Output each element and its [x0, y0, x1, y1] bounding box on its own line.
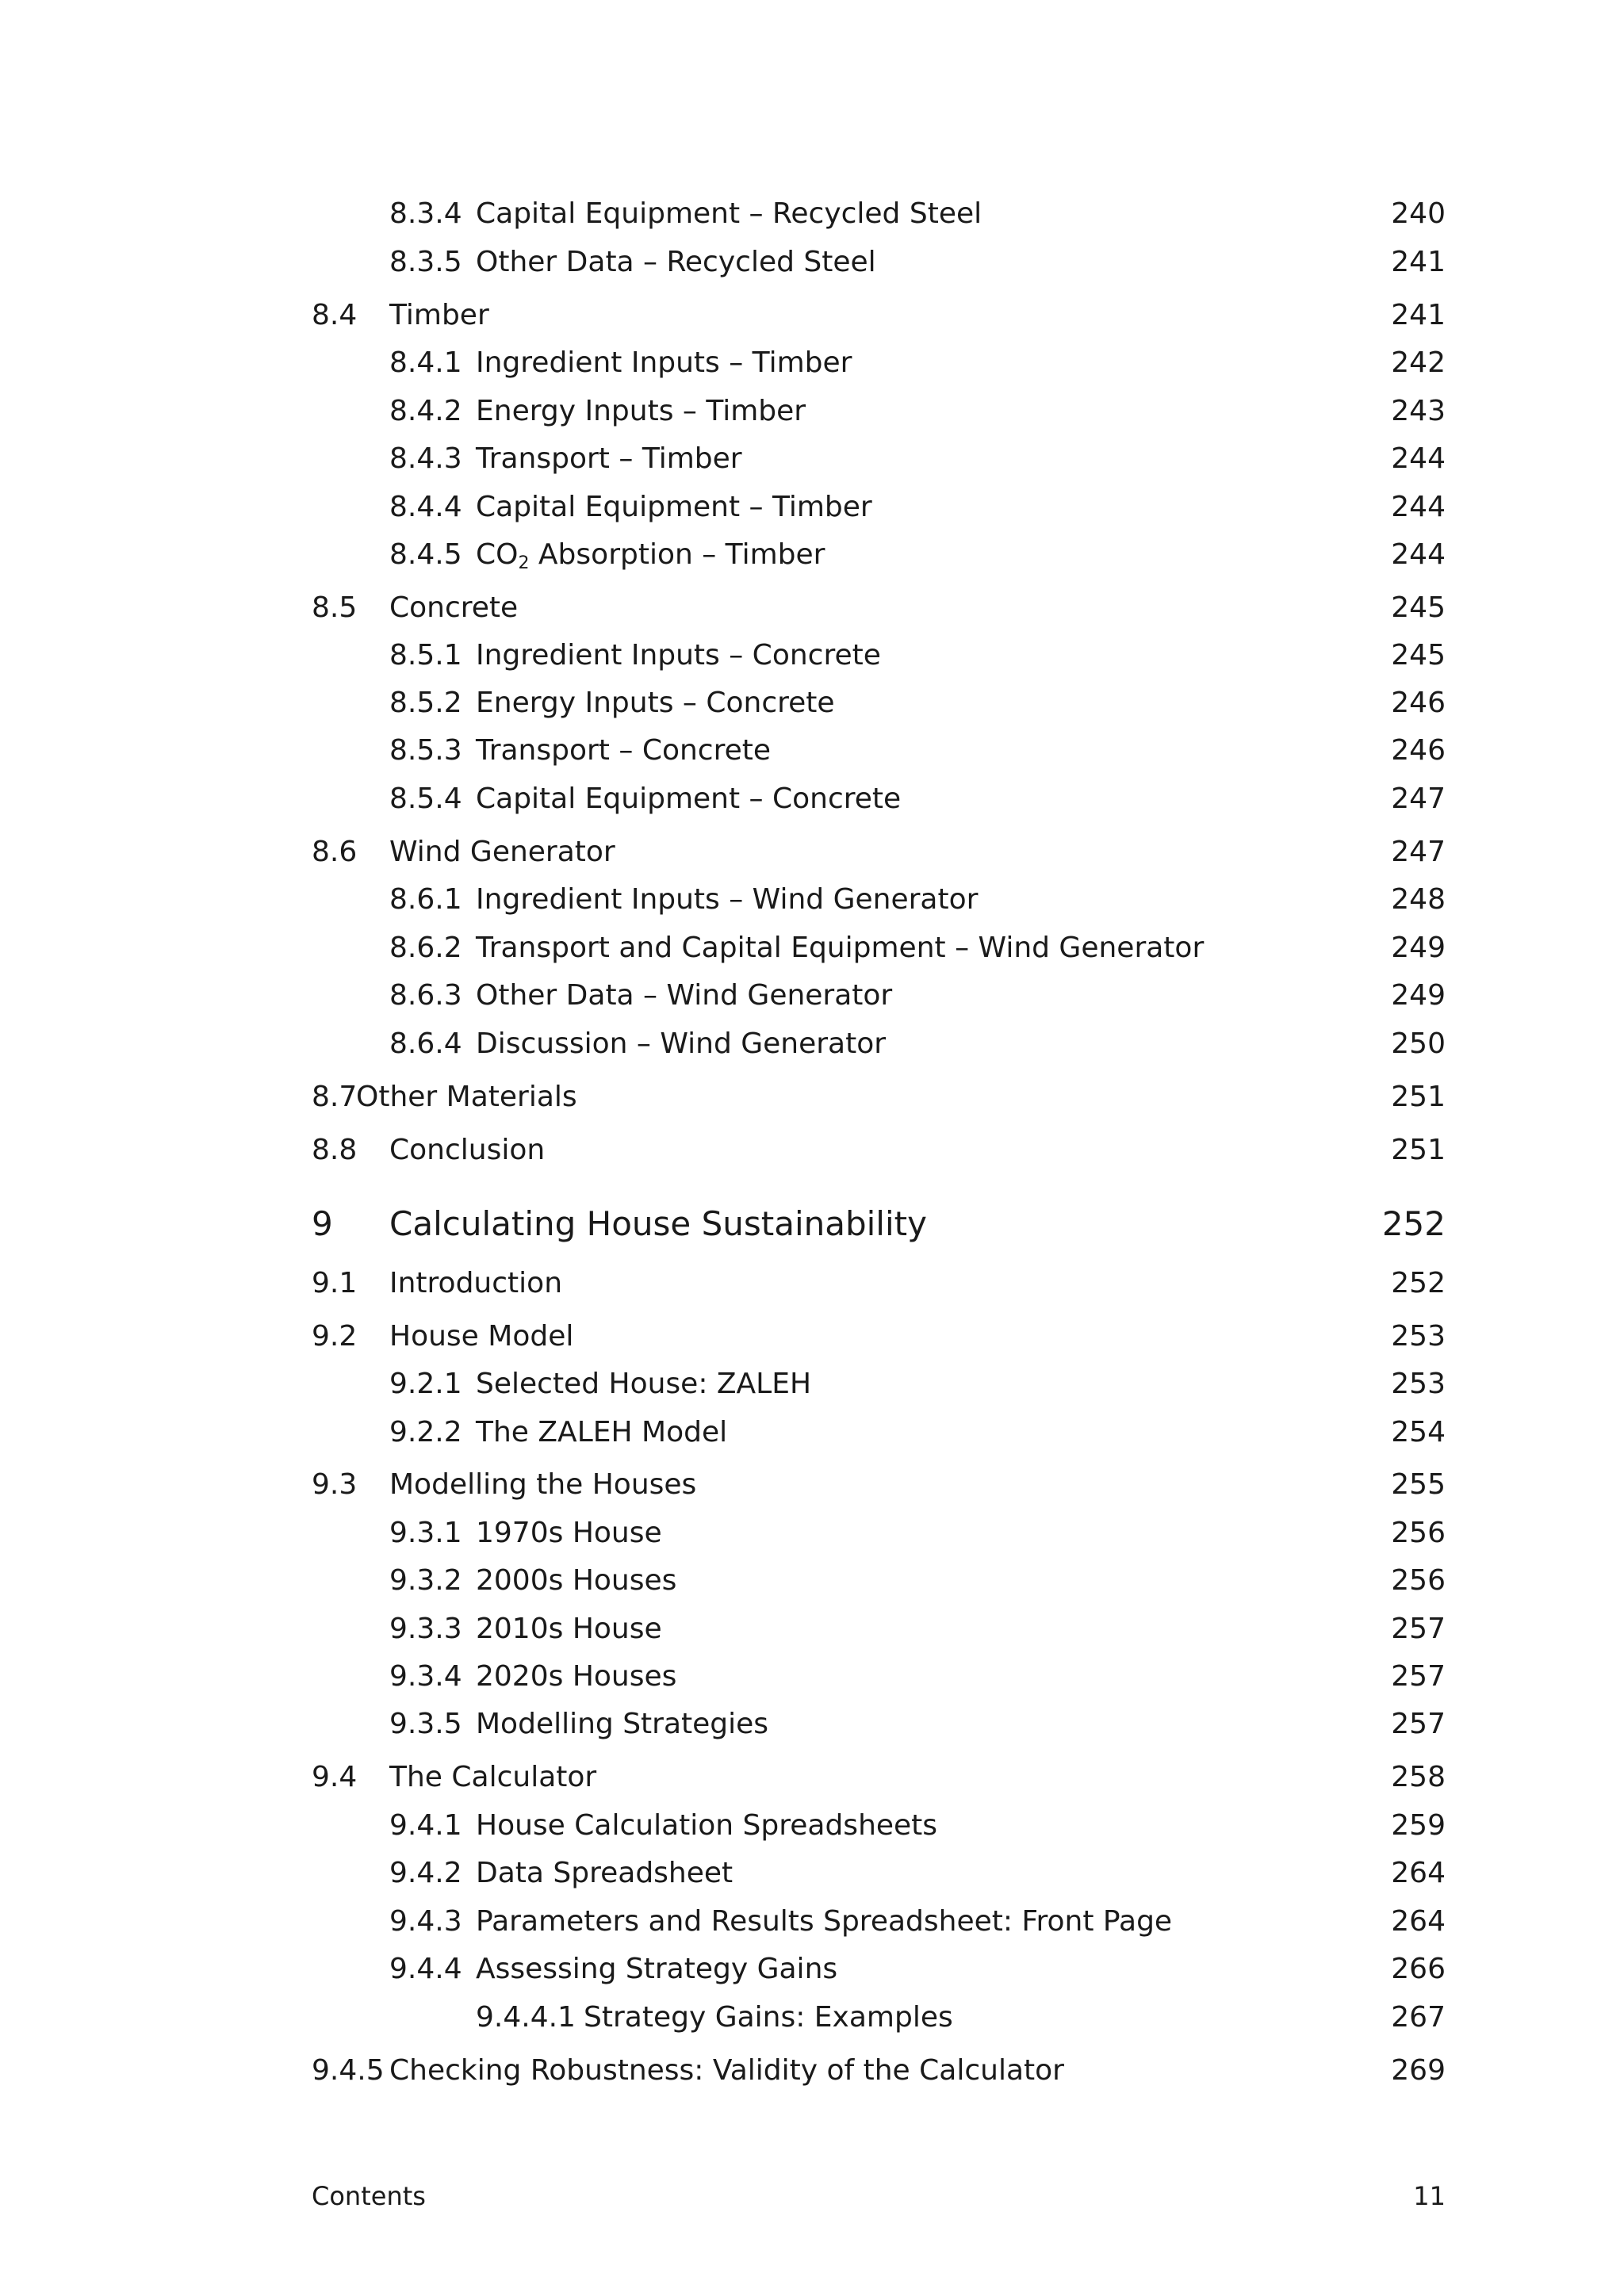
toc-entry[interactable]: [312, 1559, 1446, 1603]
toc-entry-title-suffix: Absorption – Timber: [529, 538, 825, 571]
toc-entry[interactable]: [312, 1075, 1446, 1119]
toc-entry[interactable]: [312, 192, 1446, 236]
toc-chapter-page: 252: [1381, 1204, 1446, 1243]
toc-entry[interactable]: [312, 926, 1446, 970]
footer-page-number: 11: [1413, 2181, 1446, 2211]
toc-entry[interactable]: [312, 1463, 1446, 1507]
toc-entry-page: 246: [1391, 734, 1446, 767]
toc-entry[interactable]: [312, 1128, 1446, 1173]
toc-entry-number: 8.5.4: [389, 783, 462, 815]
toc-entry-page: 251: [1391, 1134, 1446, 1166]
toc-entry-number: 9.4.2: [389, 1857, 462, 1889]
toc-entry-page: 257: [1391, 1613, 1446, 1645]
toc-entry[interactable]: [312, 293, 1446, 338]
toc-entry[interactable]: [312, 729, 1446, 773]
toc-entry-page: 241: [1391, 246, 1446, 278]
toc-entry-title: Concrete: [389, 591, 519, 624]
toc-entry-page: 247: [1391, 836, 1446, 868]
toc-entry-title: Checking Robustness: Validity of the Calculator: [389, 2054, 1064, 2087]
toc-entry-title: Transport – Timber: [476, 442, 742, 475]
toc-entry-page: 253: [1391, 1368, 1446, 1400]
toc-chapter-title: Calculating House Sustainability: [389, 1204, 927, 1243]
toc-entry-page: 241: [1391, 299, 1446, 331]
toc-entry-number: 8.5.2: [389, 687, 462, 719]
toc-entry[interactable]: [312, 1996, 1446, 2040]
toc-entry[interactable]: [312, 1655, 1446, 1699]
toc-entry-title: Ingredient Inputs – Wind Generator: [476, 883, 979, 916]
toc-entry-number: 9.4.4.1: [476, 2001, 576, 2034]
toc-entry-title: Modelling the Houses: [389, 1468, 697, 1501]
toc-entry-title: Ingredient Inputs – Concrete: [476, 639, 881, 672]
toc-entry-number: 8.4.2: [389, 395, 462, 427]
toc-entry[interactable]: [312, 1947, 1446, 1992]
toc-entry-title-prefix: CO: [476, 538, 519, 571]
toc-entry-page: 258: [1391, 1761, 1446, 1793]
subscript-2: 2: [518, 553, 530, 573]
toc-entry-title: Wind Generator: [389, 836, 615, 868]
toc-entry[interactable]: [312, 878, 1446, 922]
toc-entry-title: Selected House: ZALEH: [476, 1368, 812, 1400]
toc-entry-page: 249: [1391, 932, 1446, 964]
toc-entry-number: 8.6.4: [389, 1027, 462, 1060]
toc-entry-number: 9.1: [312, 1267, 358, 1299]
toc-entry-number: 8.4: [312, 299, 358, 331]
toc-entry-page: 244: [1391, 491, 1446, 523]
toc-entry-page: 267: [1391, 2001, 1446, 2034]
toc-entry[interactable]: [312, 1314, 1446, 1359]
toc-entry-title: Assessing Strategy Gains: [476, 1953, 838, 1985]
toc-entry-title: 2000s Houses: [476, 1564, 677, 1597]
toc-entry-title: [476, 533, 825, 586]
toc-entry-number: 9.2: [312, 1320, 358, 1353]
toc-entry[interactable]: [312, 830, 1446, 874]
toc-entry-number: 9.4.1: [389, 1809, 462, 1842]
toc-entry-title: Capital Equipment – Concrete: [476, 783, 902, 815]
toc-entry-title: Energy Inputs – Timber: [476, 395, 806, 427]
toc-entry-title: Transport and Capital Equipment – Wind Generator: [476, 932, 1205, 964]
toc-entry[interactable]: [312, 974, 1446, 1018]
toc-entry-title: The ZALEH Model: [476, 1416, 728, 1448]
toc-entry-page: 250: [1391, 1027, 1446, 1060]
toc-entry-page: 269: [1391, 2054, 1446, 2087]
toc-entry-page: 256: [1391, 1517, 1446, 1549]
toc-entry[interactable]: [312, 533, 1446, 577]
toc-entry-title: Introduction: [389, 1267, 563, 1299]
toc-entry-number: 9.4: [312, 1761, 358, 1793]
toc-entry-number: 8.5: [312, 591, 358, 624]
toc-entry-page: 245: [1391, 591, 1446, 624]
toc-entry[interactable]: [312, 681, 1446, 725]
toc-entry-page: 246: [1391, 687, 1446, 719]
toc-entry[interactable]: [312, 1607, 1446, 1651]
toc-entry-title: 2020s Houses: [476, 1660, 677, 1693]
toc-entry-page: 242: [1391, 346, 1446, 379]
toc-entry-page: 259: [1391, 1809, 1446, 1842]
toc-entry[interactable]: [312, 389, 1446, 434]
toc-entry-page: 244: [1391, 538, 1446, 571]
toc-entry-title: Discussion – Wind Generator: [476, 1027, 887, 1060]
toc-entry-title: Timber: [389, 299, 489, 331]
toc-entry-page: 252: [1391, 1267, 1446, 1299]
toc-entry-number: 9.2.1: [389, 1368, 462, 1400]
toc-entry-number: 9.4.3: [389, 1905, 462, 1938]
toc-entry-number: 8.4.4: [389, 491, 462, 523]
toc-entry[interactable]: [312, 1511, 1446, 1556]
toc-entry[interactable]: [312, 1755, 1446, 1800]
toc-entry-page: 254: [1391, 1416, 1446, 1448]
toc-entry-number: 9.3.3: [389, 1613, 462, 1645]
toc-entry-number: 9.4.5: [312, 2054, 385, 2087]
toc-entry-page: 243: [1391, 395, 1446, 427]
toc-entry-page: 247: [1391, 783, 1446, 815]
toc-entry-page: 266: [1391, 1953, 1446, 1985]
toc-entry-number: 8.4.3: [389, 442, 462, 475]
toc-entry-title: Capital Equipment – Timber: [476, 491, 872, 523]
footer-section-label: Contents: [312, 2181, 426, 2211]
toc-entry-number: 8.5.3: [389, 734, 462, 767]
toc-entry-number: 8.4.1: [389, 346, 462, 379]
toc-entry[interactable]: [312, 1362, 1446, 1406]
toc-entry[interactable]: [312, 485, 1446, 530]
toc-entry-title: Ingredient Inputs – Timber: [476, 346, 852, 379]
toc-entry[interactable]: [312, 586, 1446, 630]
toc-entry-title: Capital Equipment – Recycled Steel: [476, 197, 982, 230]
toc-entry-page: 255: [1391, 1468, 1446, 1501]
toc-entry[interactable]: [312, 437, 1446, 481]
toc-entry-title: House Calculation Spreadsheets: [476, 1809, 938, 1842]
toc-entry-number: 8.4.5: [389, 538, 462, 571]
toc-entry-number: 8.6.3: [389, 979, 462, 1012]
toc-entry[interactable]: [312, 2049, 1446, 2093]
toc-entry-title: Strategy Gains: Examples: [584, 2001, 953, 2034]
toc-chapter-number: 9: [312, 1204, 333, 1243]
toc-entry-number: 8.7: [312, 1081, 358, 1113]
toc-entry-page: 244: [1391, 442, 1446, 475]
toc-entry[interactable]: [312, 1022, 1446, 1066]
toc-entry[interactable]: [312, 1804, 1446, 1848]
toc-entry-number: 8.6: [312, 836, 358, 868]
toc-chapter-entry[interactable]: [312, 1199, 1446, 1249]
toc-entry-page: 248: [1391, 883, 1446, 916]
toc-entry-title: Parameters and Results Spreadsheet: Front Page: [476, 1905, 1173, 1938]
toc-entry-title: 1970s House: [476, 1517, 662, 1549]
toc-entry-title: Other Data – Recycled Steel: [476, 246, 876, 278]
toc-entry[interactable]: [312, 1900, 1446, 1944]
toc-entry-title: Transport – Concrete: [476, 734, 772, 767]
toc-entry-number: 8.3.4: [389, 197, 462, 230]
toc-entry-page: 264: [1391, 1857, 1446, 1889]
toc-entry[interactable]: [312, 633, 1446, 678]
toc-entry-number: 9.3.4: [389, 1660, 462, 1693]
toc-entry-title: Other Materials: [356, 1081, 577, 1113]
toc-entry-page: 253: [1391, 1320, 1446, 1353]
toc-entry-page: 249: [1391, 979, 1446, 1012]
toc-entry-page: 256: [1391, 1564, 1446, 1597]
toc-entry-title: Energy Inputs – Concrete: [476, 687, 835, 719]
toc-entry-number: 9.4.4: [389, 1953, 462, 1985]
toc-entry-page: 240: [1391, 197, 1446, 230]
toc-entry-title: Other Data – Wind Generator: [476, 979, 893, 1012]
toc-entry-page: 257: [1391, 1660, 1446, 1693]
toc-entry-title: Data Spreadsheet: [476, 1857, 733, 1889]
toc-entry[interactable]: [312, 1410, 1446, 1455]
toc-entry-number: 9.3: [312, 1468, 358, 1501]
toc-entry-title: Conclusion: [389, 1134, 546, 1166]
toc-entry-page: 251: [1391, 1081, 1446, 1113]
toc-entry-page: 257: [1391, 1708, 1446, 1740]
toc-entry[interactable]: [312, 341, 1446, 385]
toc-entry-title: The Calculator: [389, 1761, 597, 1793]
toc-entry-number: 9.2.2: [389, 1416, 462, 1448]
toc-entry-number: 9.3.1: [389, 1517, 462, 1549]
toc-entry-page: 245: [1391, 639, 1446, 672]
toc-entry-number: 8.6.2: [389, 932, 462, 964]
toc-entry-number: 8.5.1: [389, 639, 462, 672]
toc-entry[interactable]: [312, 777, 1446, 821]
toc-entry[interactable]: [312, 1851, 1446, 1896]
toc-entry[interactable]: [312, 240, 1446, 285]
toc-entry-number: 9.3.5: [389, 1708, 462, 1740]
toc-entry-number: 9.3.2: [389, 1564, 462, 1597]
toc-entry-title: 2010s House: [476, 1613, 662, 1645]
toc-entry[interactable]: [312, 1261, 1446, 1306]
toc-entry-page: 264: [1391, 1905, 1446, 1938]
toc-entry-number: 8.3.5: [389, 246, 462, 278]
toc-entry-number: 8.6.1: [389, 883, 462, 916]
toc-entry-title: Modelling Strategies: [476, 1708, 769, 1740]
toc-entry-number: 8.8: [312, 1134, 358, 1166]
toc-entry-title: House Model: [389, 1320, 574, 1353]
toc-entry[interactable]: [312, 1702, 1446, 1747]
